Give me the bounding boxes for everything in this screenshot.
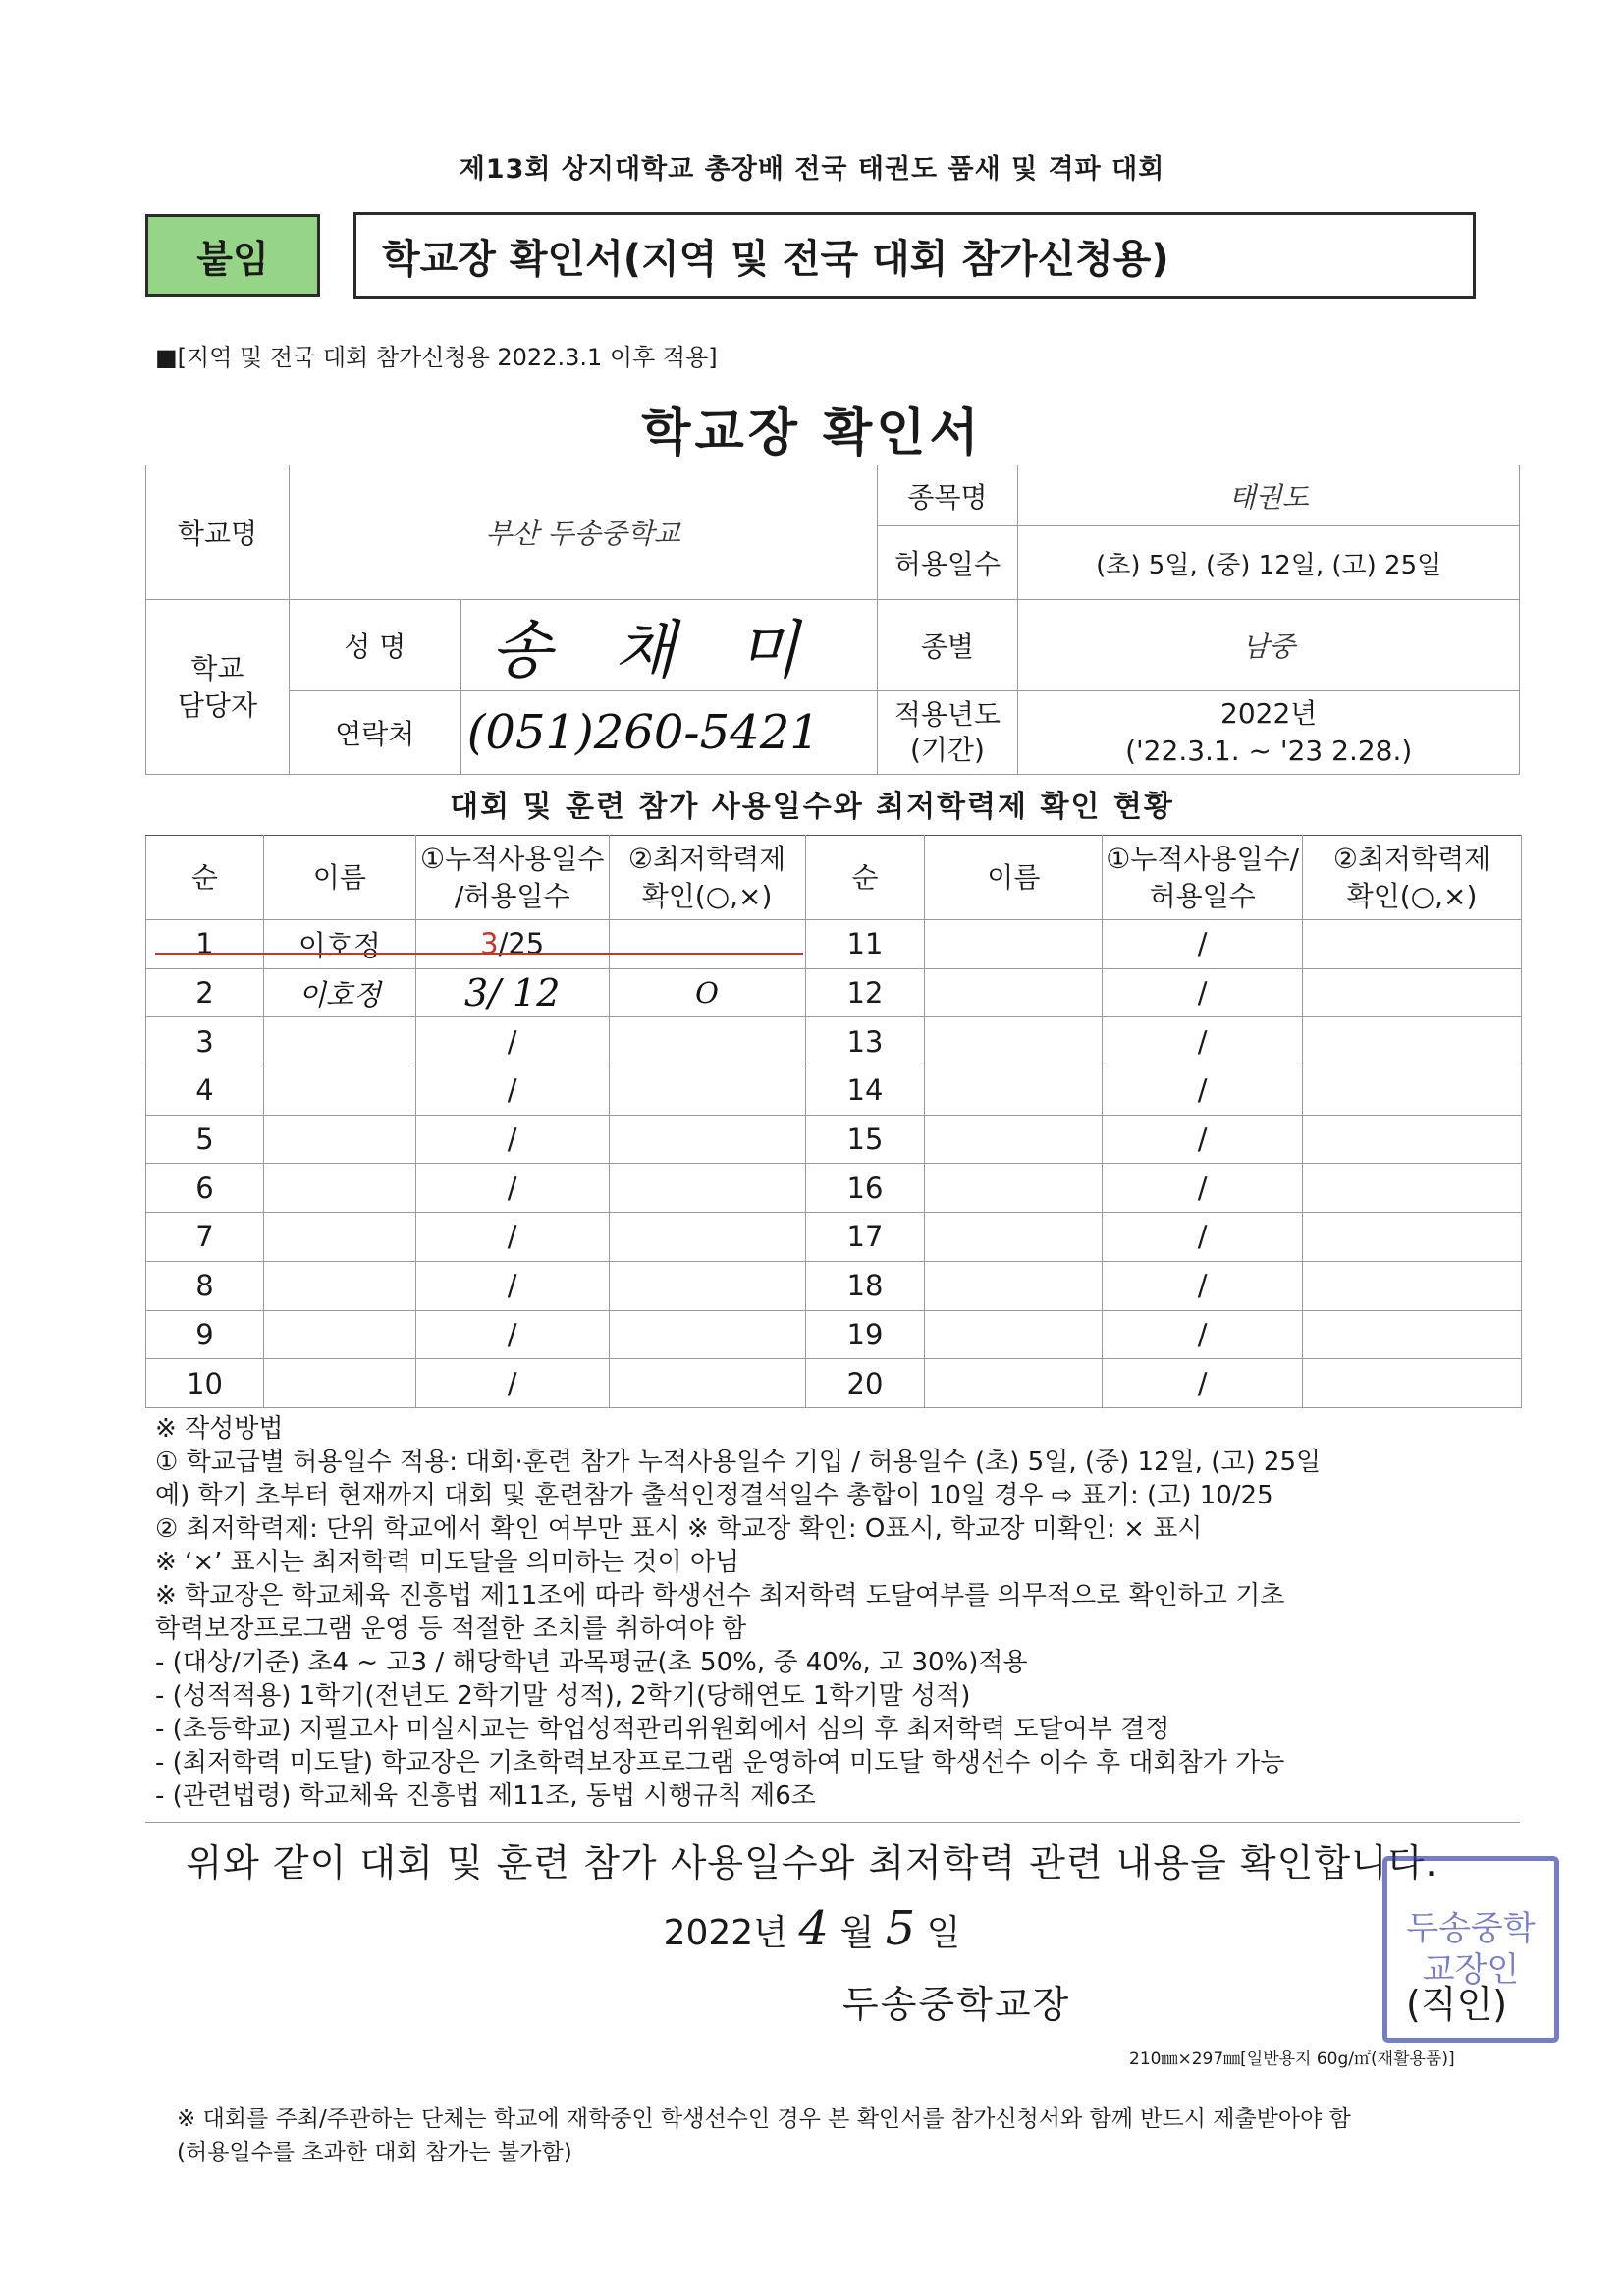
row-days — [415, 968, 609, 1017]
row-days — [415, 1164, 609, 1213]
row-name — [263, 1115, 415, 1164]
row-days: / — [1103, 1310, 1303, 1359]
table-row — [146, 1310, 1522, 1359]
row-allowed-days: / — [507, 1366, 517, 1400]
row-days — [415, 920, 609, 969]
period-value: ('22.3.1. ~ '23 2.28.) — [1125, 735, 1413, 767]
school-info-table — [145, 465, 1520, 775]
row-days: / — [1103, 1115, 1303, 1164]
manager-name-label: 성 명 — [289, 600, 460, 691]
divider — [145, 1822, 1520, 1823]
row-check — [609, 1310, 805, 1359]
row-check — [609, 1359, 805, 1408]
table-row — [146, 1164, 1522, 1213]
row-name — [263, 1261, 415, 1310]
note-line: 예) 학기 초부터 현재까지 대회 및 훈련참가 출석인정결석일수 총합이 10일 경우 ⇨ 표기: (고) 10/25 — [155, 1481, 1273, 1510]
row-allowed-days: / — [507, 1122, 517, 1157]
table-row — [146, 1261, 1522, 1310]
note-line: ※ ‘×’ 표시는 최저학력 미도달을 의미하는 것이 아님 — [155, 1548, 740, 1577]
paper-spec: 210㎜×297㎜[일반용지 60g/㎡(재활용품)] — [1129, 2050, 1455, 2069]
date-day: 5 — [885, 1901, 916, 1956]
event-title: 제13회 상지대학교 총장배 전국 태권도 품새 및 격파 대회 — [459, 154, 1165, 185]
footnote-line: ※ 대회를 주최/주관하는 단체는 학교에 재학중인 학생선수인 경우 본 확인서를 참가신청서와 함께 반드시 제출받아야 함 — [177, 2106, 1351, 2132]
row-days — [415, 1017, 609, 1066]
row-check — [1303, 968, 1522, 1017]
row-name — [925, 1310, 1103, 1359]
note-line: - (관련법령) 학교체육 진흥법 제11조, 동법 시행규칙 제6조 — [155, 1781, 816, 1811]
row-check — [1303, 1017, 1522, 1066]
row-days — [415, 1310, 609, 1359]
row-days — [415, 1213, 609, 1262]
row-allowed-days: / — [507, 1024, 517, 1059]
attachment-badge: 붙임 — [145, 214, 320, 297]
row-number: 7 — [146, 1213, 264, 1262]
records-table — [145, 835, 1522, 1408]
gender-label: 종별 — [877, 600, 1018, 691]
apply-note: ■[지역 및 전국 대회 참가신청용 2022.3.1 이후 적용] — [155, 344, 718, 371]
row-used-days: 3 — [480, 927, 499, 961]
note-line: - (초등학교) 지필고사 미실시교는 학업성적관리위원회에서 심의 후 최저학력 도달여부 결정 — [155, 1715, 1170, 1744]
row-name — [925, 1213, 1103, 1262]
header-no-right: 순 — [805, 836, 925, 920]
row-used-days: 3 — [463, 971, 489, 1015]
row-check — [609, 1261, 805, 1310]
manager-label: 학교 담당자 — [146, 600, 290, 775]
note-line: - (최저학력 미도달) 학교장은 기초학력보장프로그램 운영하여 미도달 학생선수 이수 후 대회참가 가능 — [155, 1748, 1285, 1777]
row-name — [925, 1359, 1103, 1408]
row-days: / — [1103, 1359, 1303, 1408]
date-month: 4 — [798, 1901, 829, 1956]
instructions — [155, 1412, 1530, 1813]
row-days: / — [1103, 1017, 1303, 1066]
row-number: 18 — [805, 1261, 925, 1310]
manager-name-signature: 송 채 미 — [460, 600, 877, 691]
row-check — [1303, 1213, 1522, 1262]
table-row — [146, 968, 1522, 1017]
row-check — [609, 1017, 805, 1066]
table-row — [146, 920, 1522, 969]
table-row — [146, 1213, 1522, 1262]
header-days-right: ①누적사용일수/ 허용일수 — [1103, 836, 1303, 920]
row-allowed-days: / 12 — [488, 971, 561, 1015]
row-name — [925, 1017, 1103, 1066]
row-days: / — [1103, 1164, 1303, 1213]
contact-value: (051)260-5421 — [460, 691, 877, 775]
row-number: 3 — [146, 1017, 264, 1066]
row-number: 16 — [805, 1164, 925, 1213]
row-name — [925, 1261, 1103, 1310]
row-name — [925, 1115, 1103, 1164]
table-row — [146, 1066, 1522, 1116]
row-allowed-days: / — [507, 1073, 517, 1108]
row-number: 5 — [146, 1115, 264, 1164]
header-name-left: 이름 — [263, 836, 415, 920]
row-days: / — [1103, 1066, 1303, 1116]
document-title: 학교장 확인서(지역 및 전국 대회 참가신청용) — [353, 212, 1476, 299]
row-number: 9 — [146, 1310, 264, 1359]
confirmation-statement: 위와 같이 대회 및 훈련 참가 사용일수와 최저학력 관련 내용을 확인합니다. — [186, 1841, 1438, 1885]
section-title: 대회 및 훈련 참가 사용일수와 최저학력제 확인 현황 — [450, 790, 1174, 824]
row-number: 17 — [805, 1213, 925, 1262]
date-month-unit: 월 — [839, 1913, 875, 1953]
row-days: / — [1103, 920, 1303, 969]
year-value: 2022년 — [1220, 697, 1318, 730]
row-check — [609, 1164, 805, 1213]
gender-value: 남중 — [1018, 600, 1520, 691]
row-number: 6 — [146, 1164, 264, 1213]
row-number: 14 — [805, 1066, 925, 1116]
row-check — [1303, 1066, 1522, 1116]
main-title: 학교장 확인서 — [641, 404, 983, 463]
header-check-left: ②최저학력제 확인(○,×) — [609, 836, 805, 920]
note-line: ※ 작성방법 — [155, 1414, 284, 1444]
row-name: 이호정 — [263, 968, 415, 1017]
row-days — [415, 1066, 609, 1116]
row-name — [263, 1164, 415, 1213]
header-days-left: ①누적사용일수 /허용일수 — [415, 836, 609, 920]
note-line: - (대상/기준) 초4 ~ 고3 / 해당학년 과목평균(초 50%, 중 40%, 고 30%)적용 — [155, 1648, 1028, 1677]
row-name — [263, 1359, 415, 1408]
row-number: 12 — [805, 968, 925, 1017]
row-check — [1303, 1261, 1522, 1310]
event-label: 종목명 — [877, 465, 1018, 526]
principal-title: 두송중학교장 — [842, 1983, 1071, 2026]
row-days: / — [1103, 1213, 1303, 1262]
date-year: 2022년 — [663, 1913, 787, 1953]
row-number: 8 — [146, 1261, 264, 1310]
row-days — [415, 1359, 609, 1408]
row-days — [415, 1115, 609, 1164]
row-allowed-days: / — [507, 1171, 517, 1205]
row-name — [263, 1066, 415, 1116]
row-allowed-days: /25 — [498, 927, 545, 961]
row-number: 19 — [805, 1310, 925, 1359]
row-name — [263, 1017, 415, 1066]
year-label: 적용년도 (기간) — [877, 691, 1018, 775]
row-check — [1303, 1115, 1522, 1164]
row-allowed-days: / — [507, 1317, 517, 1351]
row-number: 10 — [146, 1359, 264, 1408]
footnote — [177, 2103, 1351, 2169]
note-line: ① 학교급별 허용일수 적용: 대회·훈련 참가 누적사용일수 기입 / 허용일수 (초) 5일, (중) 12일, (고) 25일 — [155, 1448, 1322, 1477]
row-name — [925, 1066, 1103, 1116]
event-value: 태권도 — [1018, 465, 1520, 526]
footnote-line: (허용일수를 초과한 대회 참가는 불가함) — [177, 2140, 572, 2165]
note-line: 학력보장프로그램 운영 등 적절한 조치를 취하여야 함 — [155, 1614, 747, 1644]
row-check — [609, 920, 805, 969]
official-seal-stamp: 두송중학교장인 — [1382, 1856, 1559, 2043]
school-name-label: 학교명 — [146, 465, 290, 600]
note-line: - (성적적용) 1학기(전년도 2학기말 성적), 2학기(당해연도 1학기말 성적) — [155, 1681, 971, 1711]
row-check — [1303, 1164, 1522, 1213]
row-check — [609, 1115, 805, 1164]
row-check — [609, 1213, 805, 1262]
note-line: ※ 학교장은 학교체육 진흥법 제11조에 따라 학생선수 최저학력 도달여부를 의무적으로 확인하고 기초 — [155, 1581, 1285, 1611]
school-name-value: 부산 두송중학교 — [289, 465, 877, 600]
header-check-right: ②최저학력제 확인(○,×) — [1303, 836, 1522, 920]
header-name-right: 이름 — [925, 836, 1103, 920]
row-number: 15 — [805, 1115, 925, 1164]
row-check — [609, 1066, 805, 1116]
row-days — [415, 1261, 609, 1310]
table-row — [146, 1115, 1522, 1164]
row-allowed-days: / — [507, 1220, 517, 1254]
row-number: 20 — [805, 1359, 925, 1408]
contact-label: 연락처 — [289, 691, 460, 775]
allowed-days-value: (초) 5일, (중) 12일, (고) 25일 — [1018, 526, 1520, 600]
seal-mark: (직인) — [1406, 1983, 1508, 2026]
row-name: 이호정 — [263, 920, 415, 969]
row-number: 13 — [805, 1017, 925, 1066]
row-days: / — [1103, 1261, 1303, 1310]
table-row — [146, 1017, 1522, 1066]
allowed-days-label: 허용일수 — [877, 526, 1018, 600]
row-number: 1 — [146, 920, 264, 969]
row-name — [925, 1164, 1103, 1213]
row-name — [925, 968, 1103, 1017]
date-day-unit: 일 — [926, 1913, 961, 1953]
row-number: 4 — [146, 1066, 264, 1116]
year-cell — [1018, 691, 1520, 775]
row-number: 11 — [805, 920, 925, 969]
row-name — [263, 1213, 415, 1262]
table-row — [146, 1359, 1522, 1408]
strikethrough-line — [155, 953, 803, 955]
row-check — [1303, 1310, 1522, 1359]
note-line: ② 최저학력제: 단위 학교에서 확인 여부만 표시 ※ 학교장 확인: O표시, 학교장 미확인: × 표시 — [155, 1514, 1203, 1544]
row-number: 2 — [146, 968, 264, 1017]
row-name — [263, 1310, 415, 1359]
row-allowed-days: / — [507, 1269, 517, 1303]
header-no-left: 순 — [146, 836, 264, 920]
row-check — [1303, 1359, 1522, 1408]
row-days: / — [1103, 968, 1303, 1017]
row-name — [925, 920, 1103, 969]
row-check — [1303, 920, 1522, 969]
row-check: O — [609, 968, 805, 1017]
signing-date — [0, 1901, 1624, 1956]
